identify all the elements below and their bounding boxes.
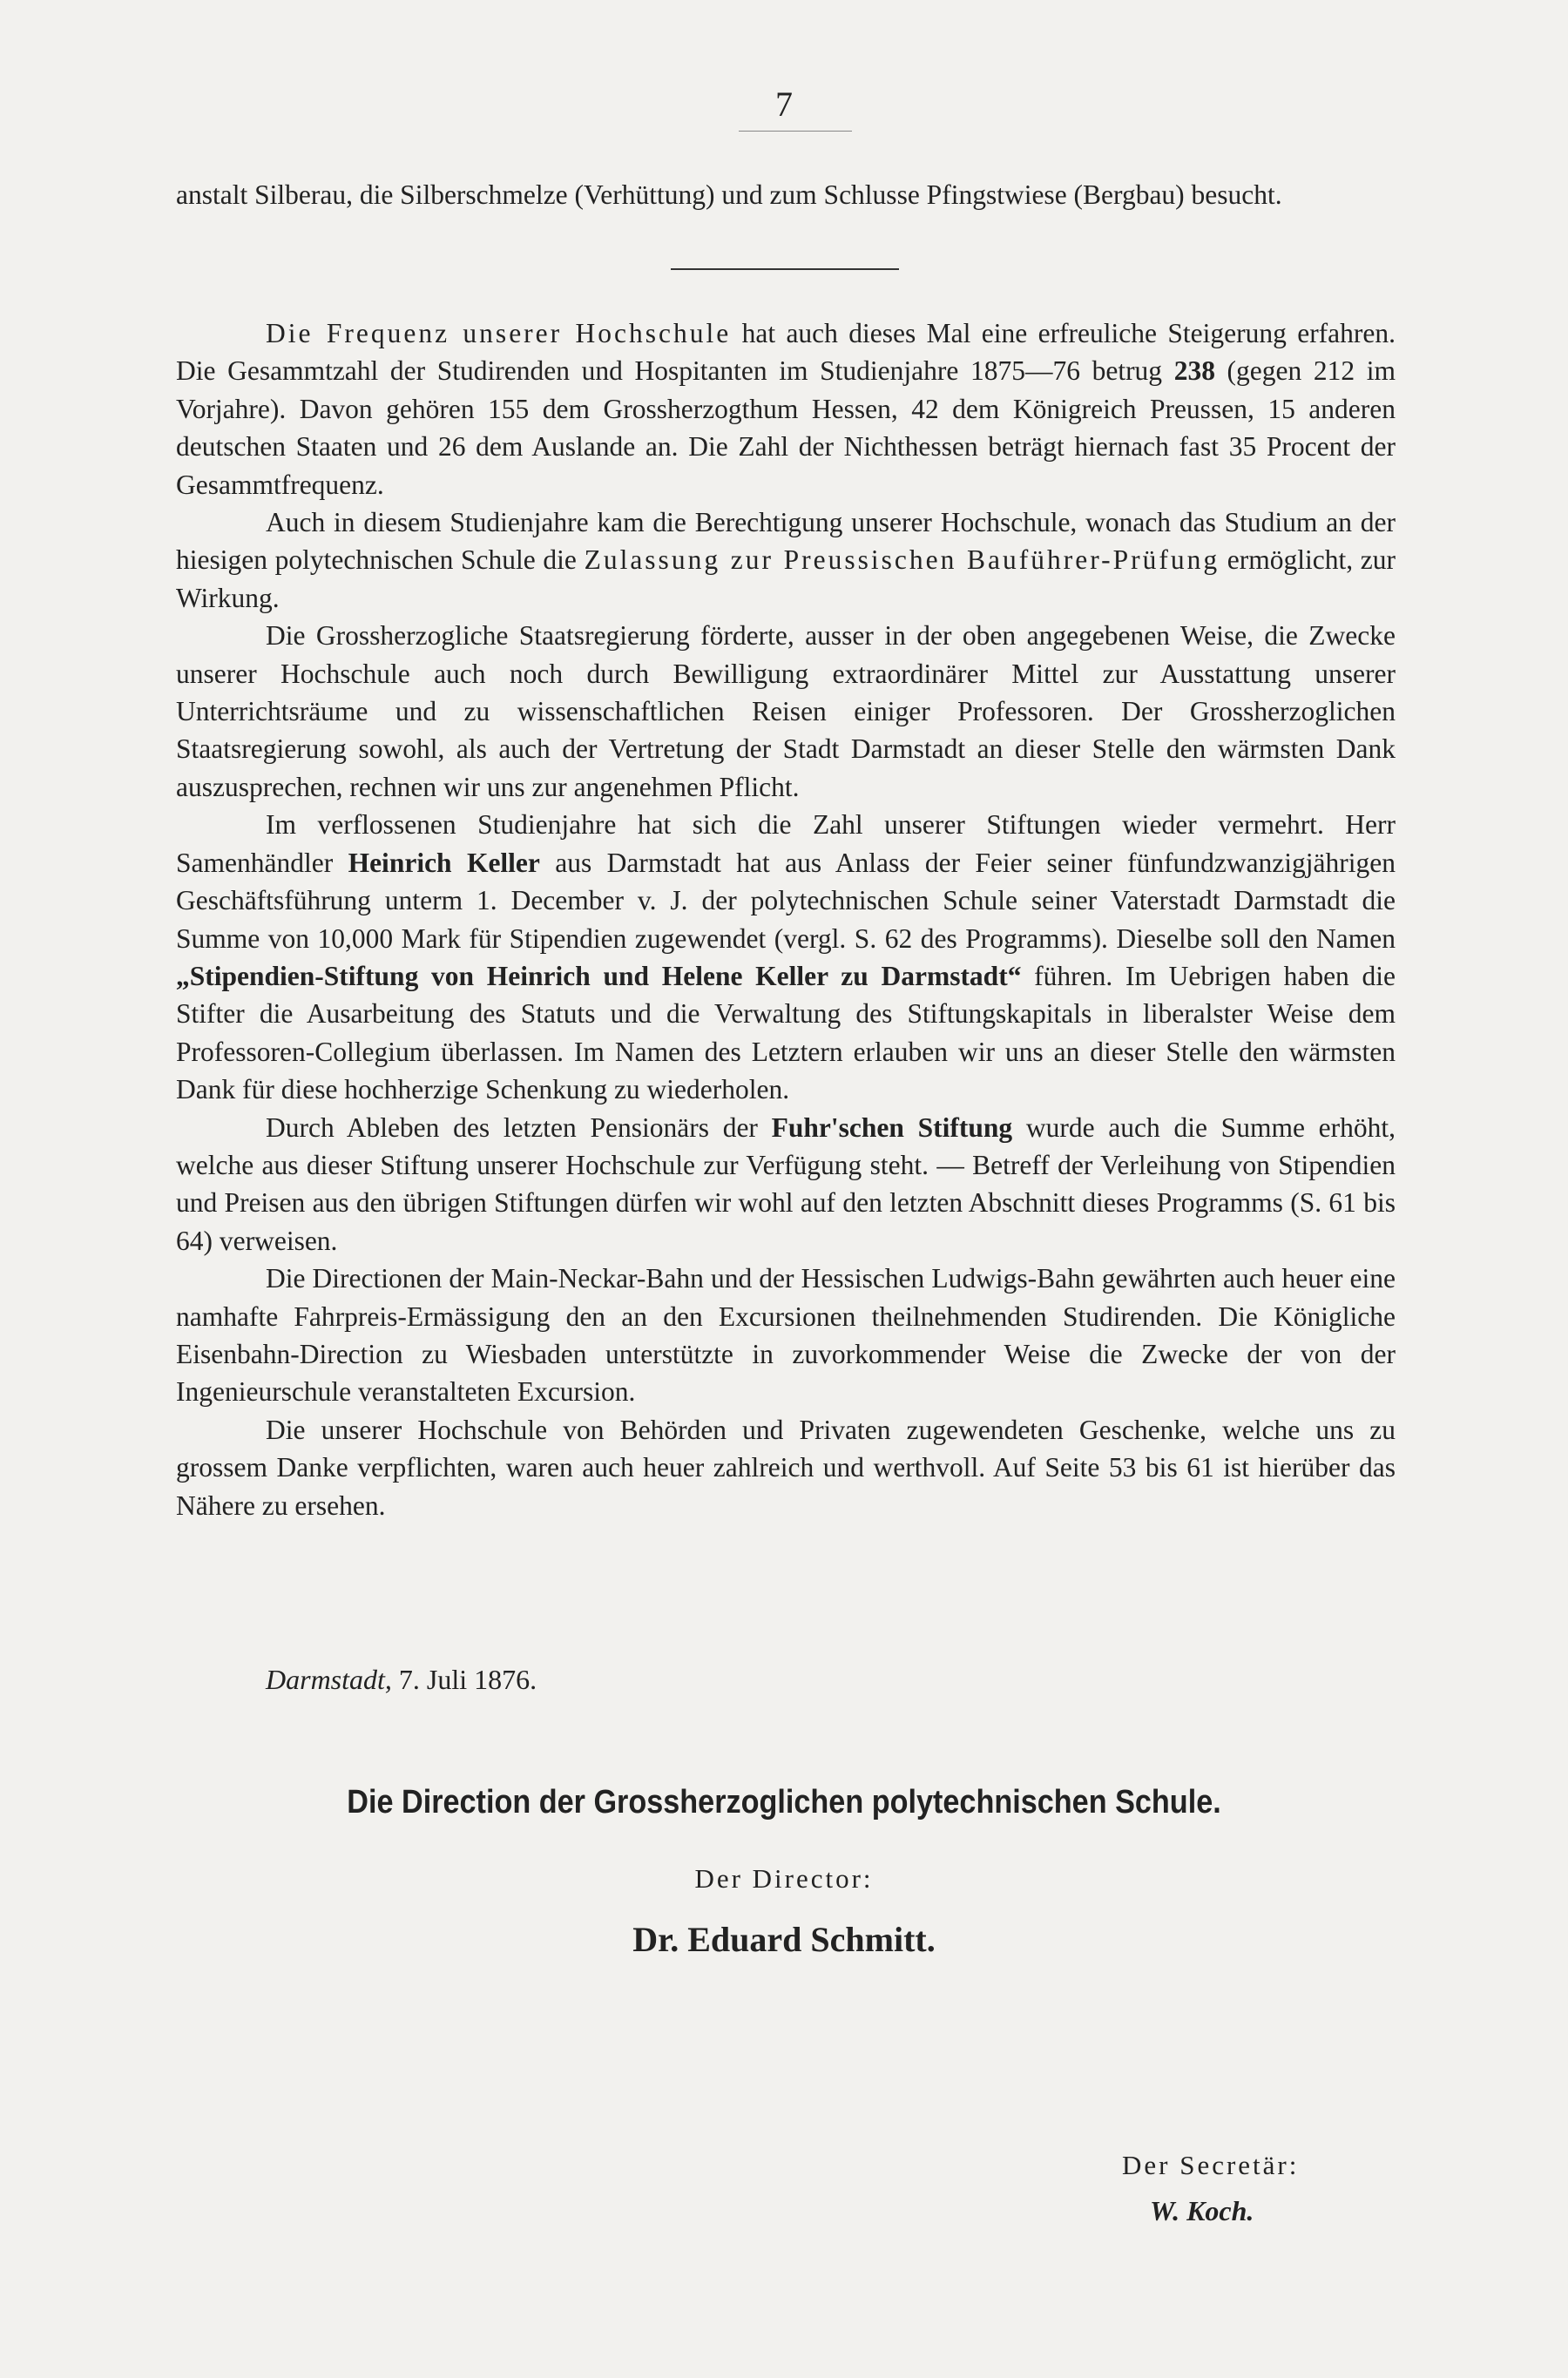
- dateline-place: Darmstadt,: [266, 1664, 392, 1695]
- page-number: 7: [775, 84, 793, 124]
- bold-foundation-name: Fuhr'schen Stiftung: [771, 1111, 1013, 1143]
- emphasis-text: Zulassung zur Preussischen Bauführer-Prüfung: [584, 544, 1220, 576]
- secretary-name: W. Koch.: [1150, 2195, 1254, 2226]
- secretary-label: Der Secretär:: [1122, 2150, 1300, 2180]
- dateline-date: 7. Juli 1876.: [391, 1664, 537, 1695]
- paragraph-text: wurde auch die Summe erhöht, welche aus dieser Stiftung unserer Hochschule zur Verfügung steht. — Betreff der Verleihung von Stipendien und Preisen aus den übrigen Stiftungen dürfen wir wohl auf den letzten Abschnitt dieses Programms (S. 61 bis 64) verweisen.: [176, 1111, 1396, 1256]
- paragraph-text: Im verflossenen Studienjahre hat sich die Zahl unserer Stiftungen wieder vermehrt. Herr Samenhändler: [176, 809, 1396, 878]
- section-separator: [671, 268, 899, 270]
- paragraph-text: (gegen 212 im Vorjahre). Davon gehören 155 dem Grossherzogthum Hessen, 42 dem Königreich Preussen, 15 anderen deutschen Staaten und 26 dem Auslande an. Die Zahl der Nichthessen beträgt hiernach fast 35 Procent der Gesammtfrequenz.: [176, 355, 1396, 500]
- page-number-rule: [739, 131, 852, 132]
- paragraph-text: hat auch dieses Mal eine erfreuliche Steigerung erfahren. Die Gesammtzahl der Studirenden und Hospitanten im Studienjahre 1875—76 betrug: [176, 318, 1396, 387]
- bold-number: 238: [1173, 355, 1215, 387]
- paragraph-railways: Die Directionen der Main-Neckar-Bahn und der Hessischen Ludwigs-Bahn gewährten auch heuer eine namhafte Fahrpreis-Ermässigung den an den Excursionen theilnehmenden Studirenden. Die Königliche Eisenbahn-Direction zu Wiesbaden unterstützte in zuvorkommender Weise die Zwecke der von der Ingenieurschule veranstalteten Excursion.: [176, 1263, 1396, 1408]
- paragraph-government: Die Grossherzogliche Staatsregierung förderte, ausser in der oben angegebenen Weise, die Zwecke unserer Hochschule auch noch durch Bewilligung extraordinärer Mittel zur Ausstattung unserer Unterrichtsräume und zu wissenschaftlichen Reisen einiger Professoren. Der Grossherzoglichen Staatsregierung sowohl, als auch der Vertretung der Stadt Darmstadt an dieser Stelle den wärmsten Dank auszusprechen, rechnen wir uns zur angenehmen Pflicht.: [176, 620, 1396, 802]
- paragraph-text: führen. Im Uebrigen haben die Stifter die Ausarbeitung des Statuts und die Verwaltung des Stiftungskapitals in liberalster Weise dem Professoren-Collegium überlassen. Im Namen des Letztern erlauben wir uns an dieser Stelle den wärmsten Dank für diese hochherzige Schenkung zu wiederholen.: [176, 960, 1396, 1105]
- main-body: [176, 314, 1396, 1524]
- dateline: [266, 1660, 537, 1699]
- paragraph-continuation: [176, 176, 1396, 213]
- direction-heading: Die Direction der Grossherzoglichen polytechnischen Schule.: [347, 1784, 1221, 1821]
- paragraph-text: aus Darmstadt hat aus Anlass der Feier seiner fünfundzwanzigjährigen Geschäftsführung unterm 1. December v. J. der polytechnischen Schule seiner Vaterstadt Darmstadt die Summe von 10,000 Mark für Stipendien zugewendet (vergl. S. 62 des Programms). Dieselbe soll den Namen: [176, 847, 1396, 954]
- paragraph-text: Auch in diesem Studienjahre kam die Berechtigung unserer Hochschule, wonach das Studium an der hiesigen polytechnischen Schule die: [176, 507, 1396, 576]
- bold-foundation-name: „Stipendien-Stiftung von Heinrich und Helene Keller zu Darmstadt“: [176, 960, 1022, 991]
- emphasis-text: Die Frequenz unserer Hochschule: [266, 318, 732, 348]
- paragraph-text: Durch Ableben des letzten Pensionärs der: [266, 1111, 772, 1143]
- director-label: Der Director:: [694, 1863, 874, 1894]
- paragraph-text: ermöglicht, zur Wirkung.: [176, 544, 1396, 613]
- paragraph-fuhr-foundation: [176, 1109, 1396, 1260]
- bold-name: Heinrich Keller: [348, 847, 540, 878]
- paragraph-text: anstalt Silberau, die Silberschmelze (Verhüttung) und zum Schlusse Pfingstwiese (Bergbau) besucht.: [176, 179, 1282, 210]
- paragraph-qualification: [176, 503, 1396, 617]
- paragraph-gifts: Die unserer Hochschule von Behörden und Privaten zugewendeten Geschenke, welche uns zu grossem Danke verpflichten, waren auch heuer zahlreich und werthvoll. Auf Seite 53 bis 61 ist hierüber das Nähere zu ersehen.: [176, 1414, 1396, 1521]
- director-name: Dr. Eduard Schmitt.: [632, 1920, 936, 1959]
- paragraph-foundations: [176, 806, 1396, 1108]
- paragraph-frequency: [176, 314, 1396, 503]
